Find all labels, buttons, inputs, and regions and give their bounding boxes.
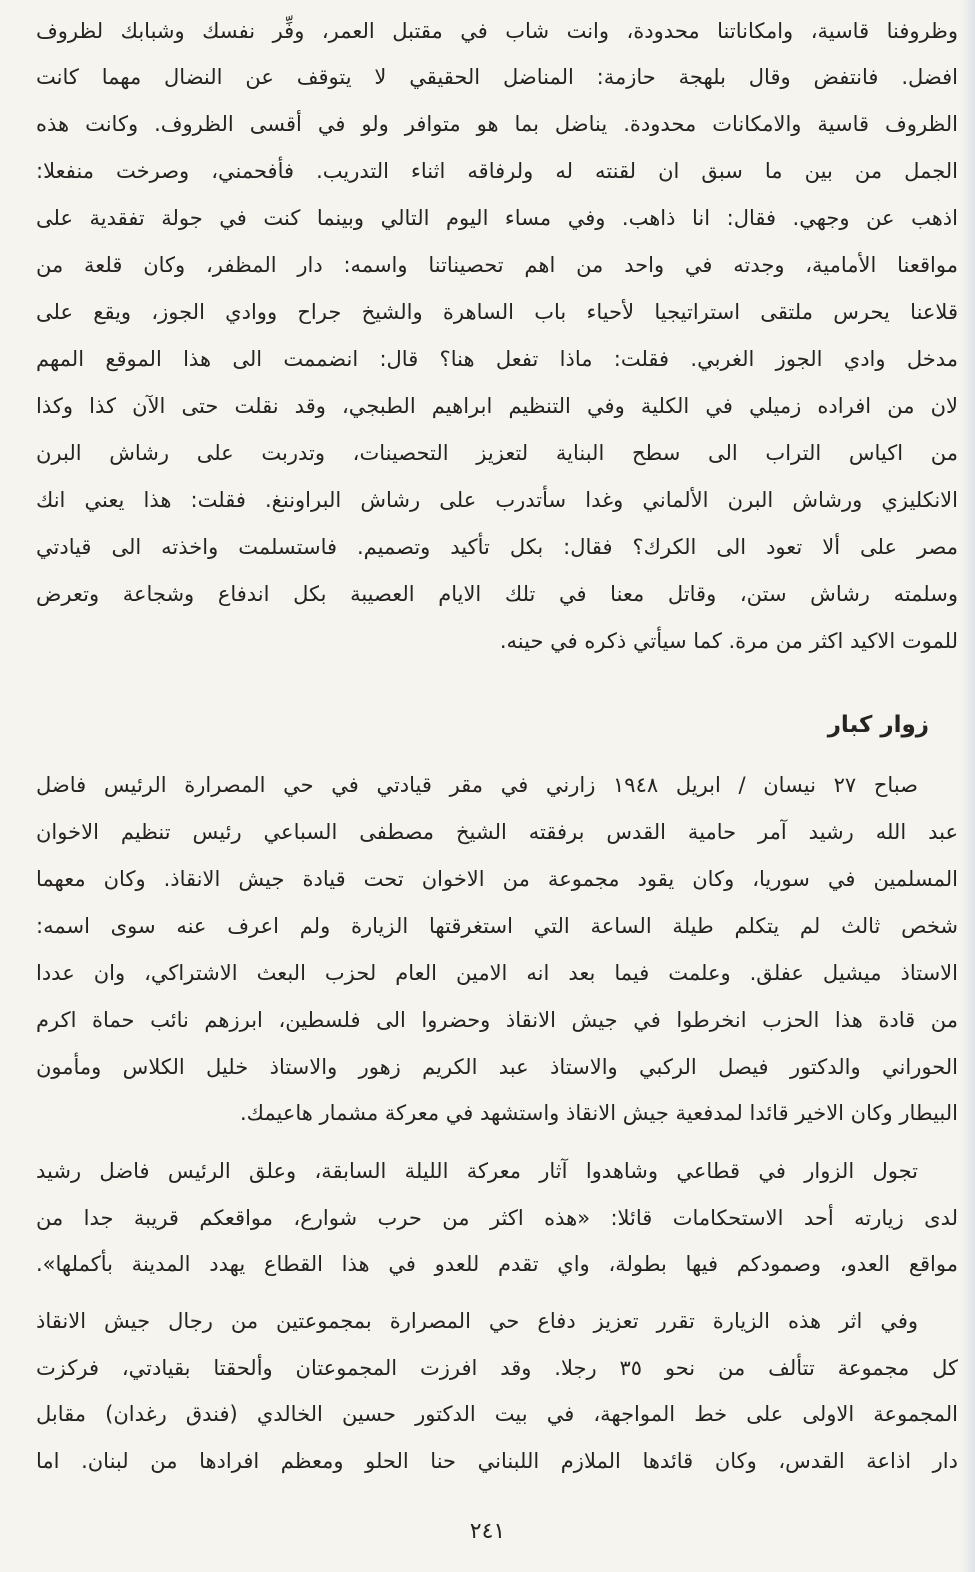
text-line: قلاعنا يحرس ملتقى استراتيجيا لأحياء باب الساهرة والشيخ جراح ووادي الجوز، ويقع على [36,300,958,324]
text-line: كل مجموعة تتألف من نحو ٣٥ رجلا. وقد افرزت المجموعتان وألحقتا بقيادتي، فركزت [36,1356,958,1380]
text-line: شخص ثالث لم يتكلم طيلة الساعة التي استغرقتها الزيارة ولم اعرف عنه سوى اسمه: [36,914,958,938]
text-line: الجمل من بين ما سبق ان لقنته له ولرفاقه اثناء التدريب. فأفحمني، وصرخت منفعلا: [36,159,958,183]
text-line: الظروف قاسية والامكانات محدودة. يناضل بما هو متوافر ولو في أقسى الظروف. وكانت هذه [36,112,958,136]
page-edge-shadow [961,0,975,1572]
text-line: من اكياس التراب الى سطح البناية لتعزيز التحصينات، وتدربت على رشاش البرن [36,441,958,465]
text-line: المسلمين في سوريا، وكان يقود مجموعة من الاخوان تحت قيادة جيش الانقاذ. وكان معهما [36,867,958,891]
text-line: تجول الزوار في قطاعي وشاهدوا آثار معركة الليلة السابقة، وعلق الرئيس فاضل رشيد [36,1159,918,1183]
text-line: للموت الاكيد اكثر من مرة. كما سيأتي ذكره في حينه. [499,629,958,653]
text-line: مصر على ألا تعود الى الكرك؟ فقال: بكل تأكيد وتصميم. فاستسلمت واخذته الى قيادتي [36,535,958,559]
text-line: عبد الله رشيد آمر حامية القدس برفقته الشيخ مصطفى السباعي رئيس تنظيم الاخوان [36,820,958,844]
text-line: صباح ٢٧ نيسان / ابريل ١٩٤٨ زارني في مقر قيادتي في حي المصرارة الرئيس فاضل [36,773,918,797]
text-line: المجموعة الاولى على خط المواجهة، في بيت الدكتور حسين الخالدي (فندق رغدان) مقابل [36,1402,958,1426]
page-number: ٢٤١ [469,1519,506,1544]
text-line: اذهب عن وجهي. فقال: انا ذاهب. وفي مساء اليوم التالي وبينما كنت في جولة تفقدية على [36,206,958,230]
text-line: افضل. فانتفض وقال بلهجة حازمة: المناضل الحقيقي لا يتوقف عن النضال مهما كانت [36,65,958,89]
text-line: الانكليزي ورشاش البرن الألماني وغدا سأتدرب على رشاش البراوننغ. فقلت: هذا يعني انك [36,488,958,512]
text-line: وسلمته رشاش ستن، وقاتل معنا في تلك الايام العصيبة بكل اندفاع وشجاعة وتعرض [36,582,958,606]
text-line: مدخل وادي الجوز الغربي. فقلت: ماذا تفعل هنا؟ قال: انضممت الى هذا الموقع المهم [36,347,958,371]
text-line: من قادة هذا الحزب انخرطوا في جيش الانقاذ وحضروا الى فلسطين، ابرزهم نائب حماة اكرم [36,1008,958,1032]
text-line: لدى زيارته أحد الاستحكامات قائلا: «هذه اكثر من حرب شوارع، مواقعكم قريبة جدا من [36,1206,958,1230]
text-line: مواقعنا الأمامية، وجدته في واحد من اهم تحصيناتنا واسمه: دار المظفر، وكان قلعة من [36,253,958,277]
text-line: وظروفنا قاسية، وامكاناتنا محدودة، وانت شاب في مقتبل العمر، وفِّر نفسك وشبابك لظروف [36,19,958,43]
text-line: وفي اثر هذه الزيارة تقرر تعزيز دفاع حي المصرارة بمجموعتين من رجال جيش الانقاذ [36,1309,918,1333]
text-line: دار اذاعة القدس، وكان قائدها الملازم اللبناني حنا الحلو ومعظم افرادها من لبنان. اما [36,1449,958,1473]
text-line: الاستاذ ميشيل عفلق. وعلمت فيما بعد انه الامين العام لحزب البعث الاشتراكي، وان عددا [36,961,958,985]
text-line: البيطار وكان الاخير قائدا لمدفعية جيش الانقاذ واستشهد في معركة مشمار هاعيمك. [240,1101,958,1125]
text-line: الحوراني والدكتور فيصل الركبي والاستاذ عبد الكريم زهور والاستاذ خليل الكلاس ومأمون [36,1055,958,1079]
text-line: مواقع العدو، وصمودكم فيها بطولة، واي تقدم للعدو في هذا القطاع يهدد المدينة بأكملها». [36,1252,958,1276]
text-line: لان من افراده زميلي في الكلية وفي التنظيم ابراهيم الطبجي، وقد نقلت حتى الآن كذا وكذا [36,394,958,418]
section-heading: زوار كبار [827,712,929,738]
